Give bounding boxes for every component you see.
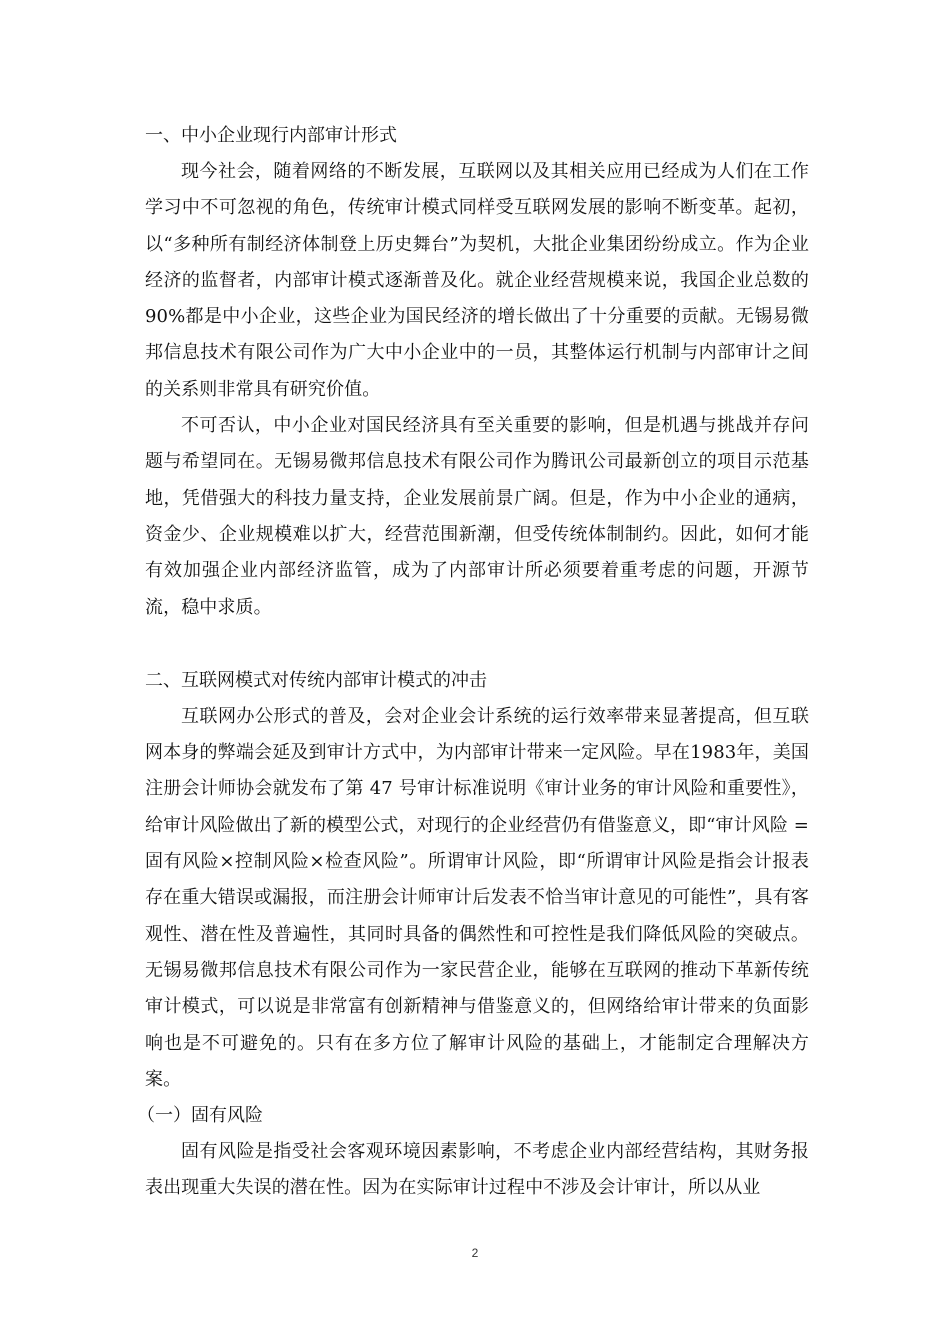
page-number: 2 [471,1246,479,1260]
section-2-heading: 二、互联网模式对传统内部审计模式的冲击 [145,669,487,691]
section-2-paragraph-1: 互联网办公形式的普及，会对企业会计系统的运行效率带来显著提高，但互联网本身的弊端会延及到审计方式中，为内部审计带来一定风险。早在1983年，美国注册会计师协会就发布了第 47 号审计标准说明《审计业务的审计风险和重要性》，给审计风险做出了新的模型公式，对现行的企业经营仍有借鉴意义，即“审计风险 = 固有风险×控制风险×检查风险”。所谓审计风险，即“所谓审计风险是指会计报表存在重大错误或漏报，而注册会计师审计后发表不恰当审计意见的可能性”，具有客观性、潜在性及普遍性，其同时具备的偶然性和可控性是我们降低风险的突破点。无锡易微邦信息技术有限公司作为一家民营企业，能够在互联网的推动下革新传统审计模式，可以说是非常富有创新精神与借鉴意义的，但网络给审计带来的负面影响也是不可避免的。只有在多方位了解审计风险的基础上，才能制定合理解决方案。 [145,705,809,1090]
section-1-paragraph-2: 不可否认，中小企业对国民经济具有至关重要的影响，但是机遇与挑战并存问题与希望同在。无锡易微邦信息技术有限公司作为腾讯公司最新创立的项目示范基地，凭借强大的科技力量支持，企业发展前景广阔。但是，作为中小企业的通病，资金少、企业规模难以扩大，经营范围新潮，但受传统体制制约。因此，如何才能有效加强企业内部经济监管，成为了内部审计所必须要着重考虑的问题，开源节流，稳中求质。 [145,415,809,618]
section-1-heading: 一、中小企业现行内部审计形式 [145,125,397,146]
subsection-paragraph-1: 固有风险是指受社会客观环境因素影响，不考虑企业内部经营结构，其财务报表出现重大失误的潜在性。因为在实际审计过程中不涉及会计审计，所以从业 [145,1141,809,1199]
section-1-paragraph-1: 现今社会，随着网络的不断发展，互联网以及其相关应用已经成为人们在工作学习中不可忽视的角色，传统审计模式同样受互联网发展的影响不断变革。起初，以“多种所有制经济体制登上历史舞台”为契机，大批企业集团纷纷成立。作为企业经济的监督者，内部审计模式逐渐普及化。就企业经营规模来说，我国企业总数的90%都是中小企业，这些企业为国民经济的增长做出了十分重要的贡献。无锡易微邦信息技术有限公司作为广大中小企业中的一员，其整体运行机制与内部审计之间的关系则非常具有研究价值。 [145,161,809,400]
subsection-heading: （一）固有风险 [137,1105,263,1127]
section-gap [145,626,809,663]
page-content [137,118,809,1207]
